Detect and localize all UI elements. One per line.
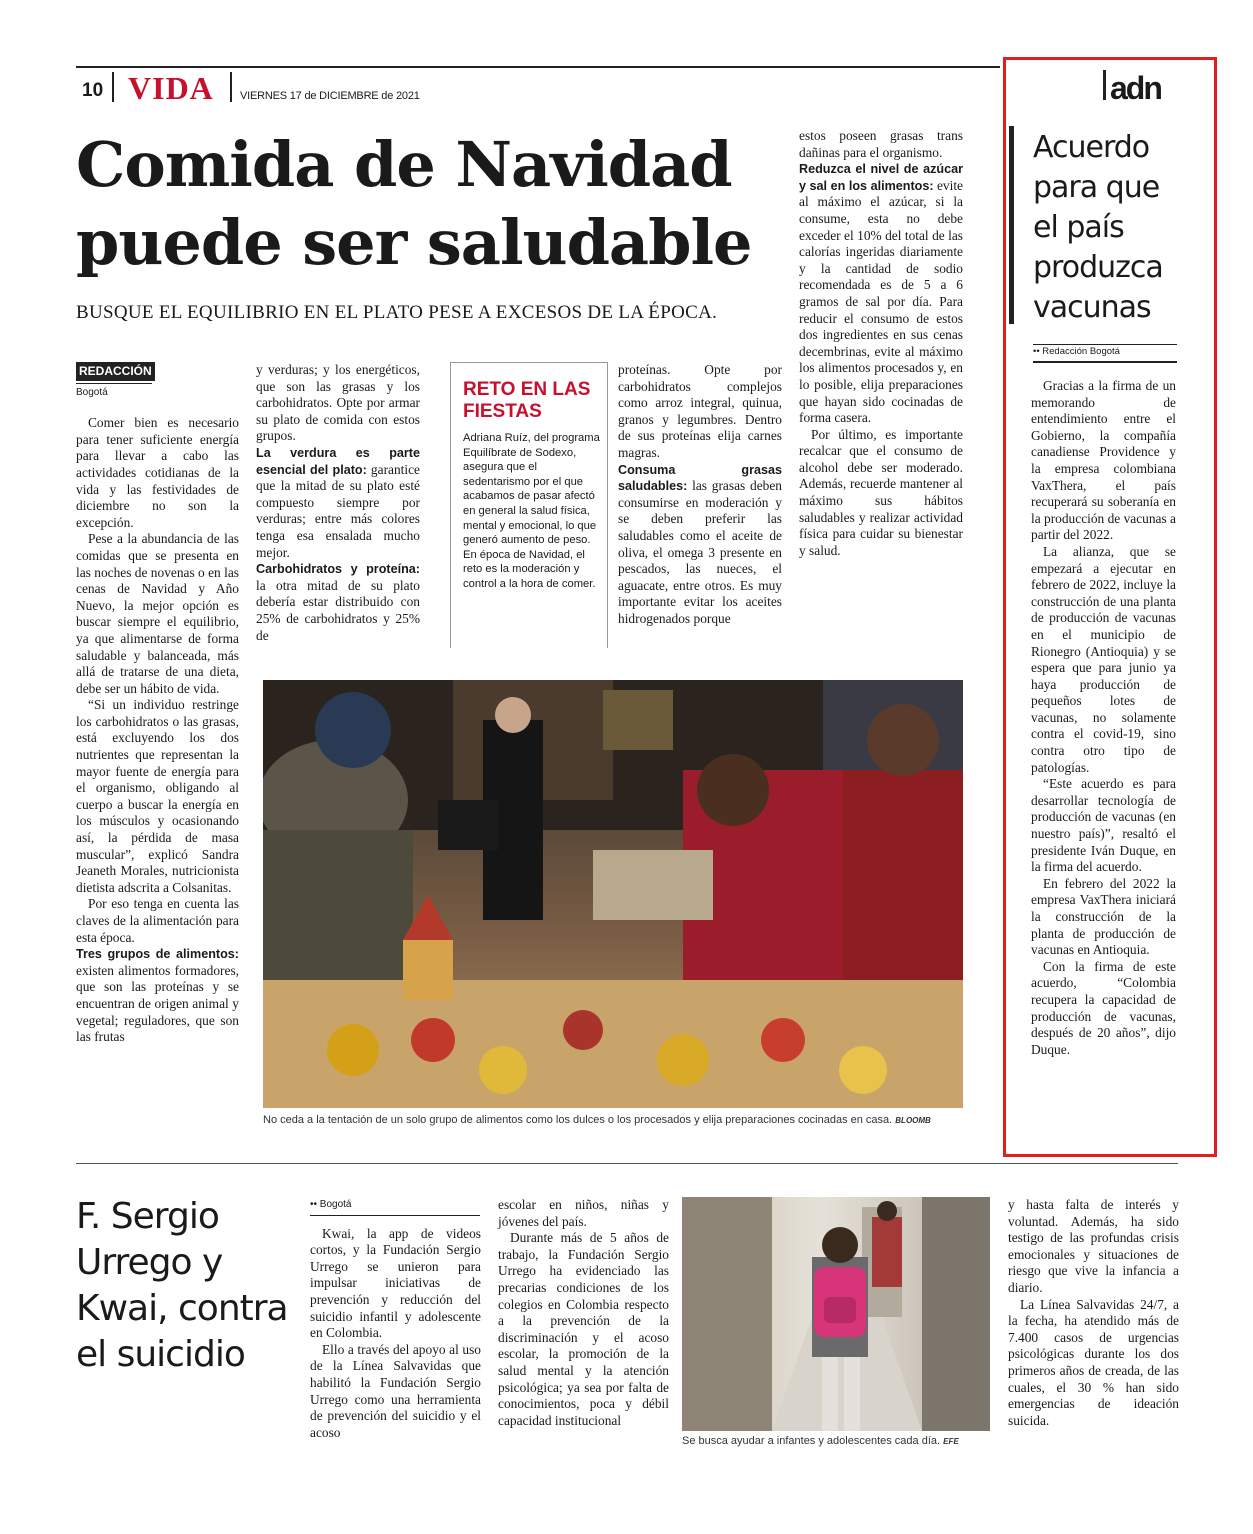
paragraph: En febrero del 2022 la empresa VaxThera iniciará la construcción de la planta de producción de vacunas en Antioquia. — [1031, 875, 1176, 958]
main-subhead: BUSQUE EL EQUILIBRIO EN EL PLATO PESE A EXCESOS DE LA ÉPOCA. — [76, 302, 718, 323]
paragraph: Gracias a la firma de un memorando de entendimiento entre el Gobierno, la compañía canadiense Providence y la empresa colombiana VaxThera, el país recuperará su soberanía en la producción de vacunas a partir del 2022. — [1031, 378, 1177, 543]
paragraph: “Este acuerdo es para desarrollar tecnología de producción de vacunas (en nuestro país)”, resaltó el presidente Iván Duque, en la firma del acuerdo. — [1031, 776, 1176, 875]
adn-title-bar — [1009, 126, 1014, 324]
adn-logo-bar — [1103, 70, 1106, 100]
header-divider — [112, 72, 114, 102]
adn-body — [1031, 378, 1176, 1058]
photo-caption — [263, 1114, 963, 1126]
caption-text: No ceda a la tentación de un solo grupo de alimentos como los dulces o los procesados y elija preparaciones cocinadas en casa. — [263, 1114, 893, 1126]
paragraph: proteínas. Opte por carbohidratos complejos como arroz integral, quinua, granos y legumbres. Dentro de sus proteínas elija carnes magras. — [618, 362, 782, 460]
subheading: Tres grupos de alimentos: — [76, 947, 239, 962]
paragraph-text: existen alimentos formadores, que son las proteínas y se encuentran de origen animal y vegetal; reguladores, que son las frutas — [76, 962, 239, 1045]
subheading: Reduzca el nivel de azúcar y sal en los alimentos: — [799, 162, 963, 193]
paragraph: Kwai, la app de videos cortos, y la Fundación Sergio Urrego se unieron para impulsar iniciativas de prevención y reducción del suicidio infantil y adolescente en Colombia. — [310, 1225, 481, 1341]
photo-credit: EFE — [943, 1437, 959, 1446]
paragraph: escolar en niños, niñas y jóvenes del país. — [498, 1197, 669, 1229]
byline-location: Bogotá — [76, 383, 152, 402]
adn-headline: Acuerdo para que el país produzca vacunas — [1033, 130, 1163, 325]
paragraph: Pese a la abundancia de las comidas que se presenta en las noches de novenas o en las cenas de Navidad y Año Nuevo, la mejor opción es buscar siempre el equilibrio, ya que alimentarse de forma saludable y balanceada, más allá de tratarse de una dieta, debe ser un hábito de vida. — [76, 531, 239, 696]
paragraph: Comer bien es necesario para tener suficiente energía para llevar a cabo las actividades cotidianas de la vida y las festividades de diciembre no son la excepción. — [76, 415, 239, 530]
sidebar-text: Adriana Ruíz, del programa Equilíbrate de Sodexo, asegura que el sedentarismo por el que acabamos de pasar afectó en general la salud física, mental y emocional, lo que generó aumento de peso. En época de Navidad, el reto es la moderación y control a la hora de comer. — [463, 432, 600, 590]
paragraph: La alianza, que se empezará a ejecutar en febrero de 2022, incluye la construcción de una planta de producción de vacunas en el municipio de Rionegro (Antioquia) y se espera que para junio ya haya producción de pequeños lotes de vacunas, no solamente contra el covid-19, sino contra otro tipo de patologías. — [1031, 543, 1176, 775]
caption-text: Se busca ayudar a infantes y adolescentes cada día. — [682, 1435, 941, 1447]
sidebar-title: RETO EN LAS FIESTAS — [463, 379, 591, 422]
bottom-headline: F. Sergio Urrego y Kwai, contra el suicidio — [76, 1196, 288, 1375]
paragraph-text: la otra mitad de su plato debería estar distribuido con 25% de carbohidratos y 25% de — [256, 577, 420, 643]
adn-logo: adn — [1110, 70, 1161, 106]
paragraph — [76, 946, 239, 1046]
paragraph-text: garantice que la mitad de su plato esté compuesto siempre por verduras; entre más colores tenga esa ensalada mucho mejor. — [256, 461, 420, 560]
paragraph: Por último, es importante recalcar que el consumo de alcohol debe ser moderado. Además, recuerde mantener al máximo sus hábitos saludables y realizar actividad física para cuidar su bienestar y salud. — [799, 426, 963, 558]
subheading: Consuma grasas saludables: — [618, 462, 782, 494]
paragraph — [256, 445, 420, 561]
bottom-column-1 — [310, 1197, 481, 1441]
bottom-column-3 — [1008, 1197, 1179, 1429]
main-column-2 — [256, 362, 420, 644]
adn-byline: •• Redacción Bogotá — [1033, 344, 1177, 363]
main-column-1 — [76, 362, 239, 1046]
sidebar-box — [450, 362, 608, 648]
paragraph — [256, 561, 420, 644]
paragraph: y verduras; y los energéticos, que son las grasas y los carbohidratos. Opte por armar su plato de comida con estos grupos. — [256, 362, 420, 444]
photo-caption — [682, 1435, 982, 1447]
subheading: Carbohidratos y proteína: — [256, 562, 420, 577]
bottom-column-2 — [498, 1197, 669, 1429]
page-number: 10 — [82, 80, 104, 101]
byline: REDACCIÓN — [76, 362, 155, 381]
section-separator — [76, 1163, 1178, 1164]
paragraph: estos poseen grasas trans dañinas para el organismo. — [799, 128, 963, 160]
subheading: La verdura es parte esencial del plato: — [256, 445, 420, 477]
paragraph: Ello a través del apoyo al uso de la Línea Salvavidas que habilitó la Fundación Sergio Urrego como una herramienta de prevención del suicidio y el acoso — [310, 1341, 481, 1440]
market-photo — [263, 680, 963, 1108]
paragraph: Con la firma de este acuerdo, “Colombia recupera la capacidad de producción de vacunas, después de 20 años”, dijo Duque. — [1031, 958, 1176, 1057]
paragraph-text: las grasas deben consumirse en moderación y se deben preferir las saludables como el aceite de oliva, el omega 3 presente en pescados, las nueces, el aguacate, entre otros. Es muy importante evitar los aceites hidrogenados porque — [618, 478, 782, 626]
student-photo — [682, 1197, 990, 1431]
paragraph: Durante más de 5 años de trabajo, la Fundación Sergio Urrego ha evidenciado las precarias condiciones de los colegios en Colombia respecto a la prevención de la discriminación y el acoso escolar, la promoción de la salud mental y la atención psicológica; ya sea por falta de conocimientos, poca y débil capacidad institucional — [498, 1230, 669, 1428]
header-divider — [230, 72, 232, 102]
main-column-4 — [618, 362, 782, 628]
paragraph: y hasta falta de interés y voluntad. Además, ha sido testigo de las profundas crisis emocionales y situaciones de riesgo que vive la infancia a diario. — [1008, 1197, 1179, 1295]
paragraph — [799, 161, 963, 427]
paragraph: Por eso tenga en cuenta las claves de la alimentación para esta época. — [76, 896, 239, 945]
photo-credit: BLOOMB — [895, 1116, 931, 1125]
issue-date: VIERNES 17 de DICIEMBRE de 2021 — [240, 90, 420, 102]
bottom-byline: •• Bogotá — [310, 1197, 480, 1216]
section-name: VIDA — [128, 70, 214, 106]
paragraph-text: evite al máximo el azúcar, si la consume, esta no debe exceder el 10% del total de las calorías ingeridas diariamente y la cantidad de sodio recomendada es de 5 a 6 gramos de sal por día. Para reducir el consumo de estos dos ingredientes en sus cenas decembrinas, evite al máximo los alimentos procesados y, en lo posible, elija preparaciones que hayan sido cocinadas de forma casera. — [799, 177, 963, 426]
main-headline: Comida de Navidad puede ser saludable — [76, 128, 752, 279]
market-photo-illustration — [263, 680, 963, 1108]
main-column-5 — [799, 128, 963, 559]
student-photo-illustration — [682, 1197, 990, 1431]
paragraph: “Si un individuo restringe los carbohidratos o las grasas, está excluyendo los dos nutrientes que representan la mayor fuente de energía para el organismo, obligando al cuerpo a buscar la energía en los músculos y ocasionando así, la pérdida de masa muscular”, explicó Sandra Jeaneth Morales, nutricionista dietista adscrita a Colsanitas. — [76, 697, 239, 895]
header-rule — [76, 66, 1000, 68]
paragraph: La Línea Salvavidas 24/7, a la fecha, ha atendido más de 7.400 casos de urgencias psicológicas durante los dos primeros años de creada, de las cuales, el 30 % han sido emergencias de ideación suicida. — [1008, 1296, 1179, 1428]
page-header — [76, 66, 1000, 104]
paragraph — [618, 462, 782, 628]
